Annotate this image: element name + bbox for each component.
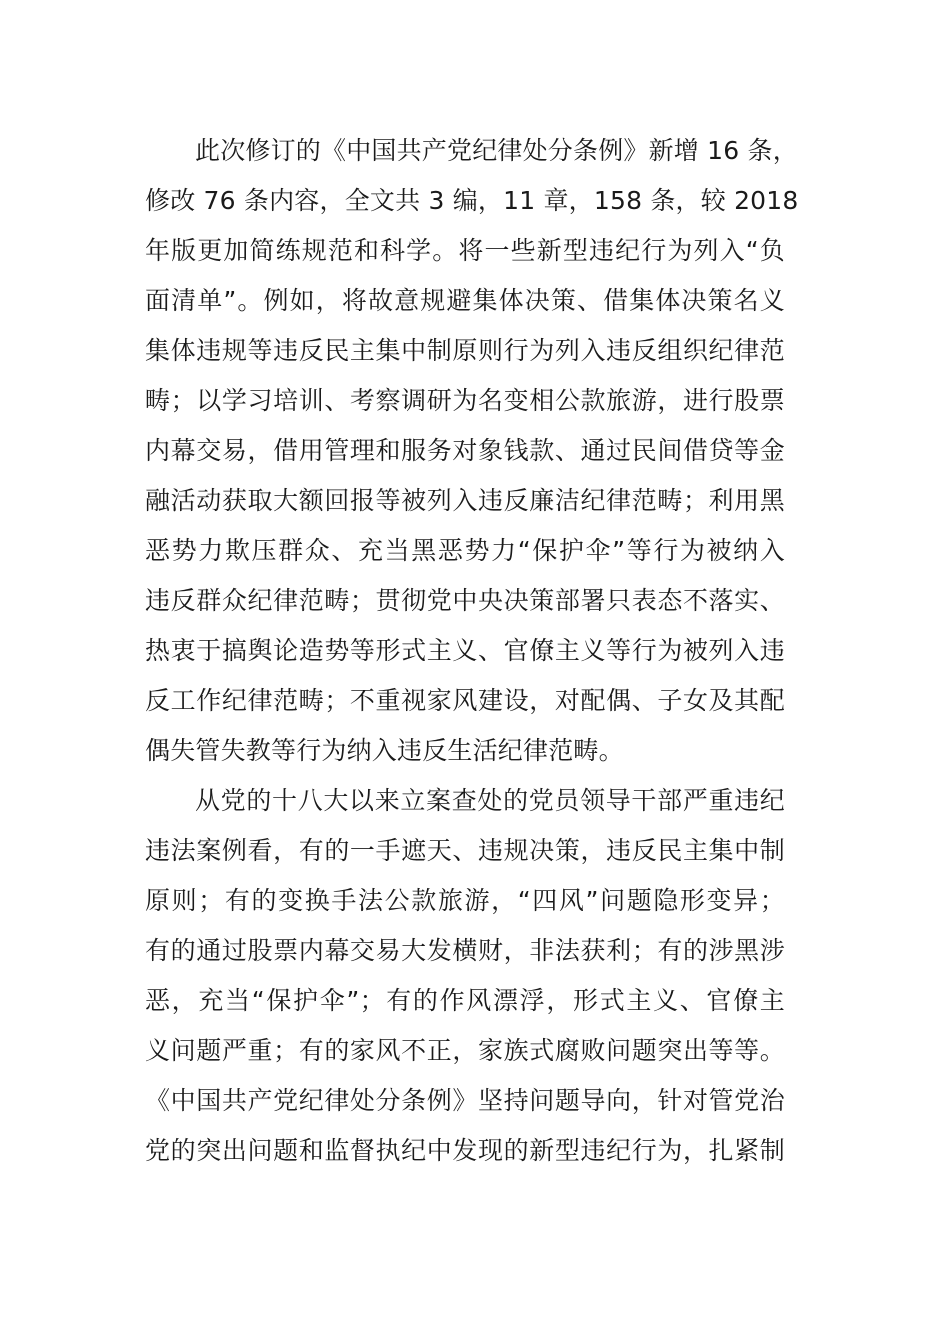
text-line: 有的通过股票内幕交易大发横财，非法获利；有的涉黑涉 <box>145 936 785 965</box>
text-line: 恶，充当“保护伞”；有的作风漂浮，形式主义、官僚主 <box>145 986 785 1015</box>
text-line: 年版更加简练规范和科学。将一些新型违纪行为列入“负 <box>145 236 785 265</box>
text-line: 畴；以学习培训、考察调研为名变相公款旅游，进行股票 <box>145 386 785 415</box>
text-line: 党的突出问题和监督执纪中发现的新型违纪行为，扎紧制 <box>145 1136 785 1165</box>
text-line: 恶势力欺压群众、充当黑恶势力“保护伞”等行为被纳入 <box>145 536 785 565</box>
text-line: 融活动获取大额回报等被列入违反廉洁纪律范畴；利用黑 <box>145 486 785 515</box>
text-line: 集体违规等违反民主集中制原则行为列入违反组织纪律范 <box>145 336 785 365</box>
text-line: 修改 76 条内容，全文共 3 编，11 章，158 条，较 2018 <box>145 186 799 215</box>
text-line: 此次修订的《中国共产党纪律处分条例》新增 16 条， <box>195 136 798 165</box>
text-line: 从党的十八大以来立案查处的党员领导干部严重违纪 <box>195 786 785 815</box>
text-line: 《中国共产党纪律处分条例》坚持问题导向，针对管党治 <box>145 1086 785 1115</box>
paragraph <box>145 126 799 776</box>
text-line: 偶失管失教等行为纳入违反生活纪律范畴。 <box>145 736 624 765</box>
text-line: 热衷于搞舆论造势等形式主义、官僚主义等行为被列入违 <box>145 636 785 665</box>
text-line: 内幕交易，借用管理和服务对象钱款、通过民间借贷等金 <box>145 436 785 465</box>
paragraph <box>145 776 785 1176</box>
document-body <box>145 126 799 1176</box>
text-line: 违法案例看，有的一手遮天、违规决策，违反民主集中制 <box>145 836 785 865</box>
text-line: 原则；有的变换手法公款旅游，“四风”问题隐形变异； <box>145 886 785 915</box>
text-line: 面清单”。例如，将故意规避集体决策、借集体决策名义 <box>145 286 785 315</box>
text-line: 义问题严重；有的家风不正，家族式腐败问题突出等等。 <box>145 1036 785 1065</box>
text-line: 反工作纪律范畴；不重视家风建设，对配偶、子女及其配 <box>145 686 785 715</box>
text-line: 违反群众纪律范畴；贯彻党中央决策部署只表态不落实、 <box>145 586 785 615</box>
